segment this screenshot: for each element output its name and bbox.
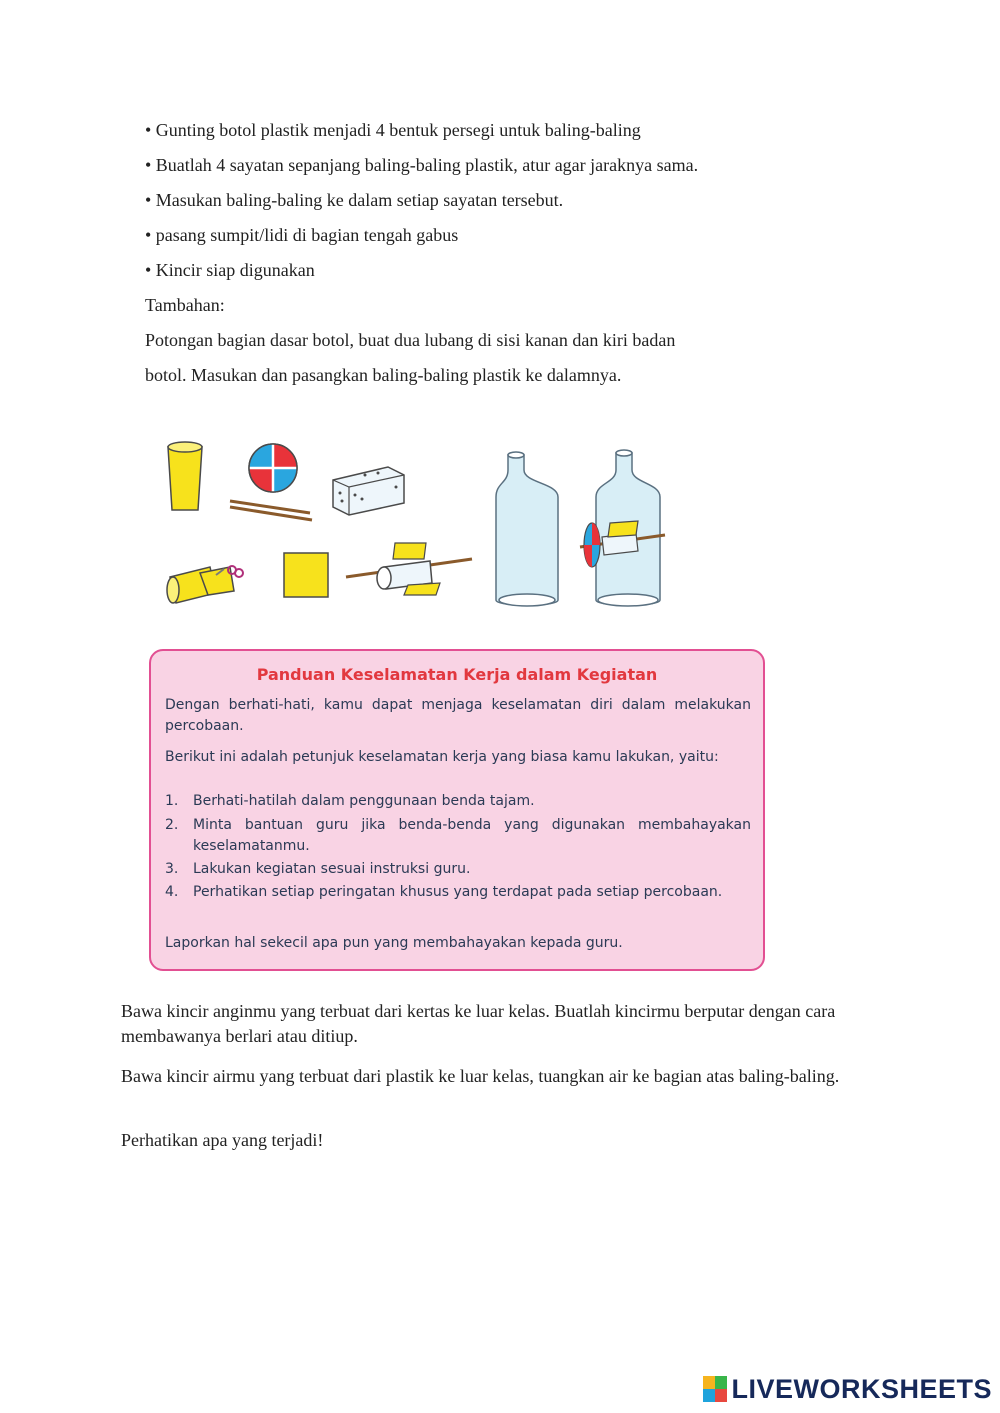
foam-block-icon — [333, 467, 404, 515]
logo-mark-icon — [703, 1376, 727, 1402]
safety-rule-item — [165, 859, 751, 880]
yellow-square-icon — [284, 553, 328, 597]
paragraph-wind-pinwheel: Bawa kincir anginmu yang terbuat dari kertas ke luar kelas. Buatlah kincirmu berputar dengan cara membawanya berlari atau ditiup. — [121, 1001, 836, 1046]
rule-text: Perhatikan setiap peringatan khusus yang terdapat pada setiap percobaan. — [193, 884, 723, 900]
logo-text: LIVEWORKSHEETS — [731, 1373, 992, 1404]
propeller-disc-icon — [249, 444, 297, 492]
safety-guide-title: Panduan Keselamatan Kerja dalam Kegiatan — [256, 665, 658, 684]
extra-text-line: botol. Masukan dan pasangkan baling-baling plastik ke dalamnya. — [145, 365, 622, 385]
instruction-item: • pasang sumpit/lidi di bagian tengah gabus — [145, 225, 459, 245]
rule-text: Lakukan kegiatan sesuai instruksi guru. — [193, 861, 471, 877]
paragraph-observe: Perhatikan apa yang terjadi! — [121, 1130, 324, 1150]
bottle-waterwheel-icon — [580, 450, 665, 606]
rule-text: Berhati-hatilah dalam penggunaan benda tajam. — [193, 793, 535, 809]
rule-number: 4. — [165, 884, 179, 900]
safety-rule-item — [165, 791, 751, 812]
safety-guide-box — [149, 649, 765, 971]
assembled-windmill-icon — [346, 543, 472, 595]
instruction-item: • Masukan baling-baling ke dalam setiap sayatan tersebut. — [145, 190, 564, 210]
rolled-plastic-icon — [167, 567, 234, 603]
paragraph-water-wheel: Bawa kincir airmu yang terbuat dari plastik ke luar kelas, tuangkan air ke bagian atas baling-baling. — [121, 1066, 840, 1086]
safety-lead: Berikut ini adalah petunjuk keselamatan kerja yang biasa kamu lakukan, yaitu: — [165, 749, 719, 765]
rule-number: 1. — [165, 793, 179, 809]
rule-number: 3. — [165, 861, 179, 877]
safety-closing: Laporkan hal sekecil apa pun yang membahayakan kepada guru. — [165, 935, 623, 951]
liveworksheets-logo — [703, 1375, 992, 1403]
safety-rule-item — [165, 882, 751, 903]
extra-text-line: Potongan bagian dasar botol, buat dua lubang di sisi kanan dan kiri badan — [145, 330, 676, 350]
instruction-item: • Kincir siap digunakan — [145, 260, 315, 280]
safety-intro: Dengan berhati-hati, kamu dapat menjaga keselamatan diri dalam melakukan percobaan. — [165, 697, 751, 734]
materials-illustration — [150, 435, 680, 620]
instruction-item: • Buatlah 4 sayatan sepanjang baling-baling plastik, atur agar jaraknya sama. — [145, 155, 699, 175]
safety-rule-item — [165, 815, 751, 857]
yellow-cup-icon — [168, 442, 202, 510]
extra-label: Tambahan: — [145, 295, 225, 315]
instruction-item: • Gunting botol plastik menjadi 4 bentuk persegi untuk baling-baling — [145, 120, 641, 140]
chopsticks-icon — [230, 501, 312, 520]
plastic-bottle-icon — [496, 452, 558, 606]
rule-text: Minta bantuan guru jika benda-benda yang digunakan membahayakan keselamatanmu. — [193, 817, 751, 854]
rule-number: 2. — [165, 817, 179, 833]
